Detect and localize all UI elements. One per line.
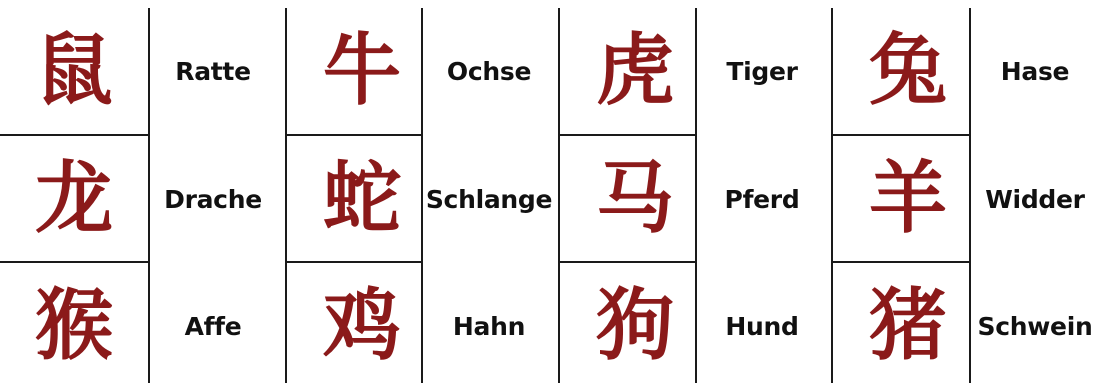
rat-glyph: 鼠	[34, 25, 113, 116]
ox-glyph: 牛	[322, 25, 401, 116]
dragon-label: Drache	[164, 184, 262, 214]
dragon-glyph: 龙	[34, 153, 113, 244]
row-divider	[831, 261, 971, 263]
zodiac-glyph-ox	[288, 8, 436, 134]
row-divider	[0, 134, 150, 136]
dog-label: Hund	[725, 311, 799, 341]
pig-glyph: 猪	[868, 280, 947, 371]
zodiac-label-horse	[699, 136, 825, 262]
rat-label: Ratte	[175, 56, 251, 86]
horse-label: Pferd	[724, 184, 800, 214]
zodiac-glyph-tiger	[561, 8, 709, 134]
zodiac-label-ox	[426, 8, 552, 134]
zodiac-glyph-monkey	[0, 263, 148, 389]
zodiac-glyph-dragon	[0, 136, 148, 262]
column-divider	[831, 8, 833, 383]
row-divider	[831, 134, 971, 136]
column-divider	[969, 8, 971, 383]
zodiac-label-rat	[150, 8, 276, 134]
ram-glyph: 羊	[868, 153, 947, 244]
row-divider	[0, 261, 150, 263]
row-divider	[558, 261, 697, 263]
zodiac-glyph-dog	[561, 263, 709, 389]
zodiac-glyph-rat	[0, 8, 148, 134]
zodiac-label-hare	[972, 8, 1098, 134]
snake-glyph: 蛇	[322, 153, 401, 244]
zodiac-glyph-snake	[288, 136, 436, 262]
horse-glyph: 马	[595, 153, 674, 244]
dog-glyph: 狗	[595, 280, 674, 371]
row-divider	[285, 134, 423, 136]
zodiac-glyph-horse	[561, 136, 709, 262]
zodiac-glyph-hare	[834, 8, 982, 134]
zodiac-label-pig	[972, 263, 1098, 389]
zodiac-glyph-pig	[834, 263, 982, 389]
monkey-label: Affe	[184, 311, 242, 341]
column-divider	[695, 8, 697, 383]
snake-label: Schlange	[425, 184, 553, 214]
tiger-glyph: 虎	[595, 25, 674, 116]
ram-label: Widder	[985, 184, 1085, 214]
hare-label: Hase	[1000, 56, 1070, 86]
zodiac-label-monkey	[150, 263, 276, 389]
column-divider	[421, 8, 423, 383]
zodiac-label-dog	[699, 263, 825, 389]
column-divider	[285, 8, 287, 383]
zodiac-label-rooster	[426, 263, 552, 389]
zodiac-label-ram	[972, 136, 1098, 262]
column-divider	[558, 8, 560, 383]
zodiac-label-snake	[426, 136, 552, 262]
row-divider	[558, 134, 697, 136]
pig-label: Schwein	[977, 311, 1093, 341]
row-divider	[285, 261, 423, 263]
rooster-glyph: 鸡	[322, 280, 401, 371]
column-divider	[148, 8, 150, 383]
monkey-glyph: 猴	[34, 280, 113, 371]
zodiac-label-tiger	[699, 8, 825, 134]
tiger-label: Tiger	[726, 56, 798, 86]
ox-label: Ochse	[446, 56, 532, 86]
zodiac-label-dragon	[150, 136, 276, 262]
rooster-label: Hahn	[452, 311, 526, 341]
zodiac-glyph-ram	[834, 136, 982, 262]
zodiac-glyph-rooster	[288, 263, 436, 389]
hare-glyph: 兔	[868, 25, 947, 116]
